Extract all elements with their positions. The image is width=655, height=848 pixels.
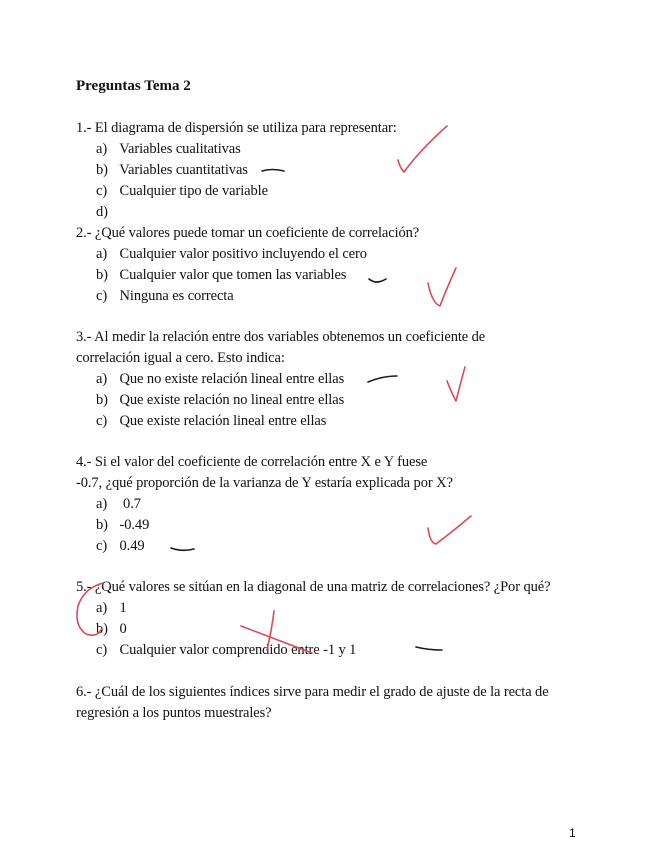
option-label: a) — [96, 141, 108, 157]
option-label: c) — [96, 288, 108, 304]
option-text: Cualquier valor comprendido entre -1 y 1 — [119, 642, 357, 658]
option-label: c) — [96, 413, 108, 429]
q2-option-c — [96, 288, 234, 305]
option-text: 0 — [119, 621, 127, 637]
q3-option-c — [96, 413, 326, 430]
option-text: 0.49 — [119, 538, 145, 554]
q1-option-d — [96, 204, 116, 221]
option-text: 0.7 — [119, 496, 141, 512]
option-label: b) — [96, 392, 108, 408]
option-text: Variables cuantitativas — [119, 162, 248, 178]
question-3-line-2: correlación igual a cero. Esto indica: — [76, 350, 285, 366]
question-1: 1.- El diagrama de dispersión se utiliza para representar: — [76, 120, 397, 136]
q2-option-a — [96, 246, 367, 263]
q1-option-b — [96, 162, 248, 179]
q2-option-b — [96, 267, 346, 284]
option-text: Ninguna es correcta — [119, 288, 234, 304]
q3-option-b — [96, 392, 344, 409]
check-mark-q2 — [428, 268, 456, 306]
q5-option-a — [96, 600, 127, 617]
check-mark-q4 — [428, 516, 471, 544]
option-label: a) — [96, 246, 108, 262]
q1-option-c — [96, 183, 268, 200]
question-3-line-1: 3.- Al medir la relación entre dos variables obtenemos un coeficiente de — [76, 329, 486, 345]
question-6-line-2: regresión a los puntos muestrales? — [76, 705, 272, 721]
dash-mark-q4 — [171, 548, 194, 550]
option-text: Que existe relación no lineal entre ellas — [119, 392, 345, 408]
q4-option-c — [96, 538, 145, 555]
dash-mark-q3 — [368, 376, 397, 382]
option-label: a) — [96, 496, 108, 512]
check-mark-q3 — [447, 367, 465, 401]
question-4-line-1: 4.- Si el valor del coeficiente de correlación entre X e Y fuese — [76, 454, 428, 470]
q5-option-c — [96, 642, 356, 659]
check-mark-q1 — [398, 126, 447, 172]
q3-option-a — [96, 371, 344, 388]
option-label: b) — [96, 162, 108, 178]
option-label: d) — [96, 204, 108, 220]
option-text: Que no existe relación lineal entre ellas — [119, 371, 345, 387]
option-label: a) — [96, 600, 108, 616]
option-label: c) — [96, 183, 108, 199]
dash-mark-q5 — [416, 647, 442, 650]
option-text: 1 — [119, 600, 127, 616]
q4-option-a — [96, 496, 141, 513]
q4-option-b — [96, 517, 149, 534]
option-label: c) — [96, 642, 108, 658]
option-text: Cualquier tipo de variable — [119, 183, 268, 199]
question-5: 5.- ¿Qué valores se sitúan en la diagonal de una matriz de correlaciones? ¿Por qué? — [76, 579, 551, 595]
page-title: Preguntas Tema 2 — [76, 78, 191, 94]
question-6-line-1: 6.- ¿Cuál de los siguientes índices sirve para medir el grado de ajuste de la recta de — [76, 684, 549, 700]
dash-mark-q1 — [262, 170, 284, 172]
option-label: b) — [96, 517, 108, 533]
question-4-line-2: -0.7, ¿qué proporción de la varianza de Y estaría explicada por X? — [76, 475, 453, 491]
option-text: Variables cualitativas — [119, 141, 241, 157]
option-label: b) — [96, 621, 108, 637]
page-number: 1 — [569, 826, 576, 840]
dash-mark-q2 — [369, 279, 386, 282]
option-label: b) — [96, 267, 108, 283]
option-text: -0.49 — [119, 517, 150, 533]
question-2: 2.- ¿Qué valores puede tomar un coeficiente de correlación? — [76, 225, 420, 241]
option-label: c) — [96, 538, 108, 554]
option-text: Cualquier valor que tomen las variables — [119, 267, 347, 283]
q1-option-a — [96, 141, 241, 158]
option-text: Cualquier valor positivo incluyendo el cero — [119, 246, 367, 262]
option-label: a) — [96, 371, 108, 387]
option-text: Que existe relación lineal entre ellas — [119, 413, 327, 429]
q5-option-b — [96, 621, 127, 638]
